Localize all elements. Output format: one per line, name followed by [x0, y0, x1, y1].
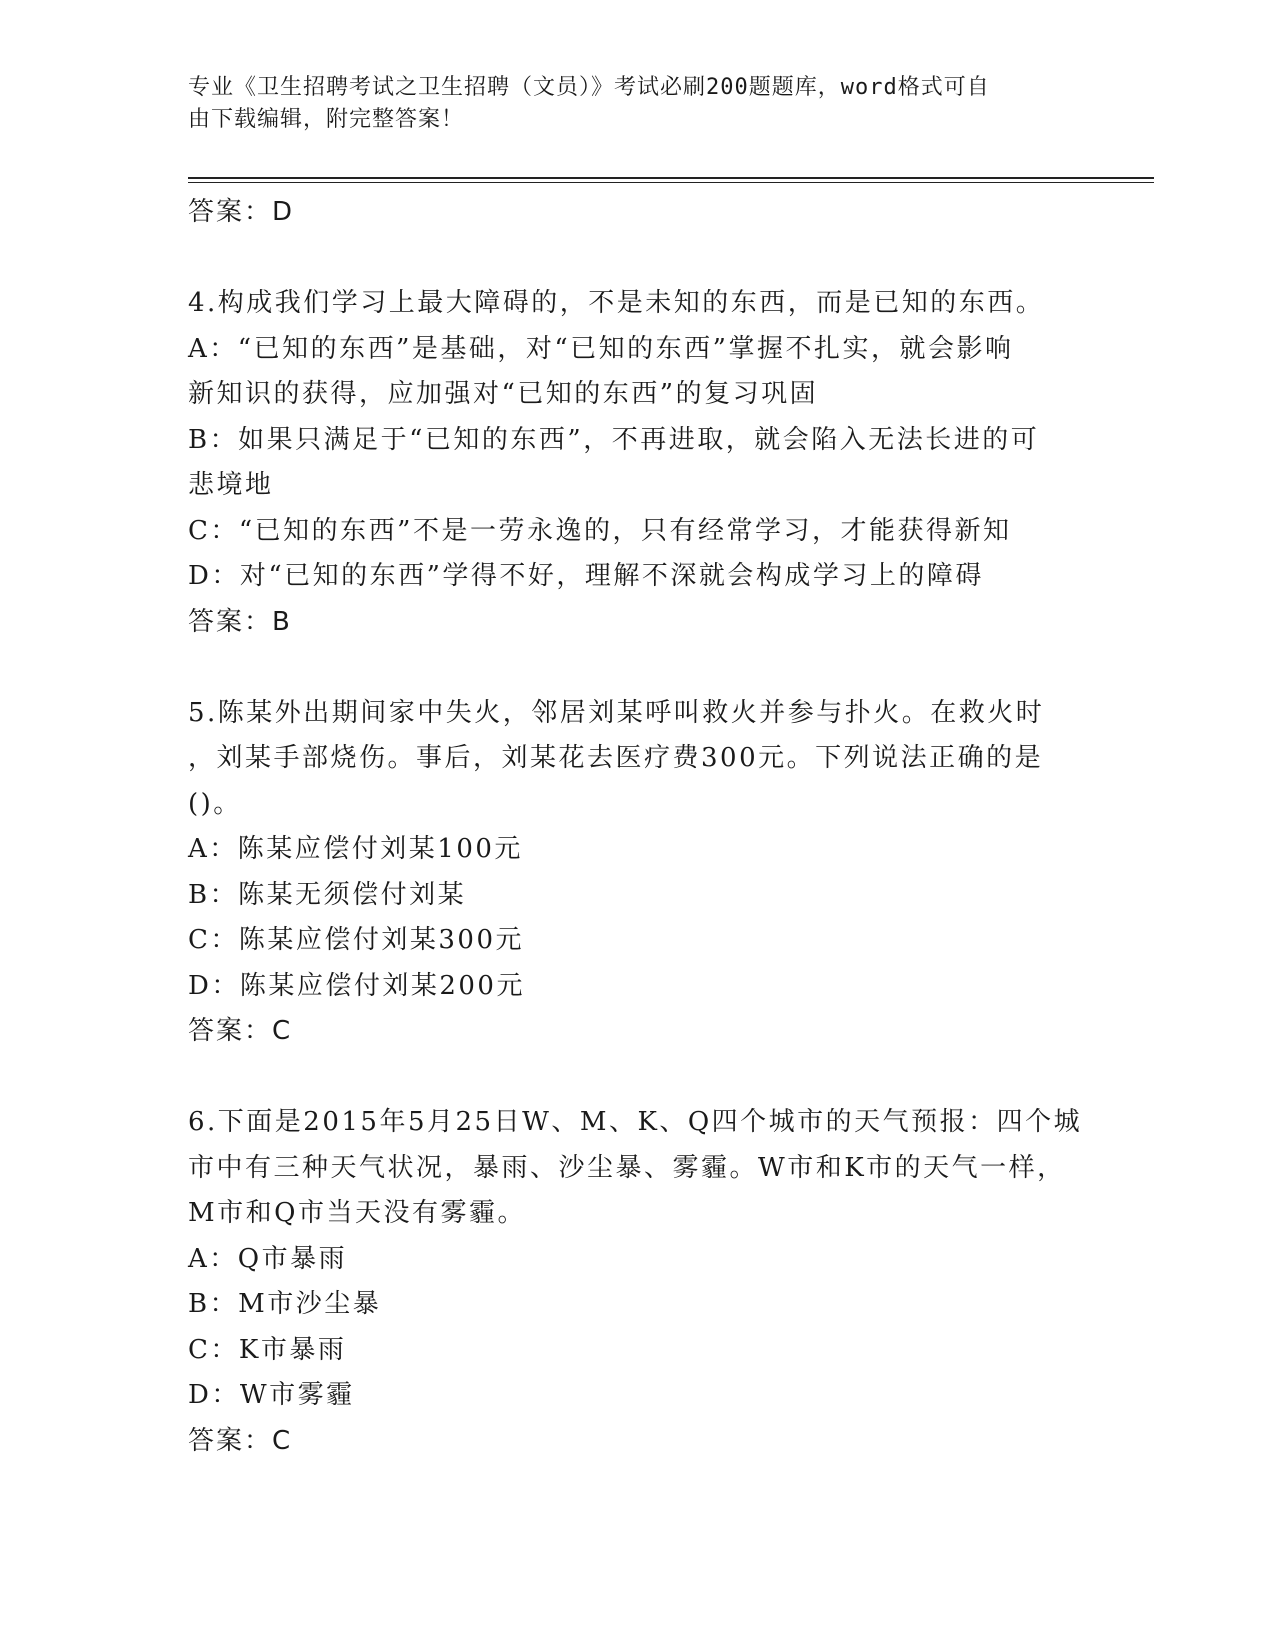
- question-stem-continued: 市中有三种天气状况，暴雨、沙尘暴、雾霾。W市和K市的天气一样，: [188, 1152, 1066, 1183]
- question-stem-continued: ，刘某手部烧伤。事后，刘某花去医疗费300元。下列说法正确的是: [188, 743, 1044, 773]
- option-d: D：陈某应偿付刘某200元: [188, 970, 525, 1001]
- header-line-2: 由下载编辑，附完整答案！: [188, 107, 465, 132]
- question-stem: 5.陈某外出期间家中失火，邻居刘某呼叫救火并参与扑火。在救火时: [188, 697, 1045, 728]
- question-stem-continued: M市和Q市当天没有雾霾。: [188, 1198, 526, 1228]
- header-line-1: 专业《卫生招聘考试之卫生招聘（文员）》考试必刷200题题库，word格式可自: [188, 75, 990, 100]
- option-d: D：W市雾霾: [188, 1380, 355, 1410]
- answer: 答案：C: [188, 1425, 293, 1456]
- question-6: [188, 1100, 1088, 1464]
- option-b-continued: 悲境地: [188, 470, 274, 500]
- header-divider-thin: [188, 182, 1154, 183]
- question-5: [188, 691, 1088, 1055]
- question-stem: 4.构成我们学习上最大障碍的，不是未知的东西，而是已知的东西。: [188, 288, 1045, 318]
- option-b: B：如果只满足于“已知的东西”，不再进取，就会陷入无法长进的可: [188, 424, 1040, 455]
- question-stem: 6.下面是2015年5月25日W、M、K、Q四个城市的天气预报：四个城: [188, 1107, 1083, 1137]
- option-d: D：对“已知的东西”学得不好，理解不深就会构成学习上的障碍: [188, 561, 984, 591]
- previous-answer: 答案：D: [188, 197, 295, 227]
- spacer: [188, 236, 1088, 282]
- option-c: C：“已知的东西”不是一劳永逸的，只有经常学习，才能获得新知: [188, 515, 1012, 546]
- option-b: B：M市沙尘暴: [188, 1289, 382, 1319]
- option-b: B：陈某无须偿付刘某: [188, 879, 467, 910]
- option-c: C：陈某应偿付刘某300元: [188, 925, 525, 955]
- answer: 答案：C: [188, 1016, 293, 1046]
- question-4: [188, 281, 1088, 645]
- spacer: [188, 645, 1088, 691]
- option-a: A：Q市暴雨: [188, 1243, 348, 1274]
- option-a: A：陈某应偿付刘某100元: [188, 834, 523, 864]
- option-a: A：“已知的东西”是基础，对“已知的东西”掌握不扎实，就会影响: [188, 333, 1014, 364]
- header-divider-thick: [188, 177, 1154, 179]
- answer: 答案：B: [188, 606, 292, 637]
- option-c: C：K市暴雨: [188, 1334, 347, 1365]
- document-header: [188, 72, 1088, 136]
- document-body: [188, 190, 1088, 1464]
- question-stem-continued: ()。: [188, 788, 242, 819]
- spacer: [188, 1055, 1088, 1101]
- option-a-continued: 新知识的获得，应加强对“已知的东西”的复习巩固: [188, 379, 819, 409]
